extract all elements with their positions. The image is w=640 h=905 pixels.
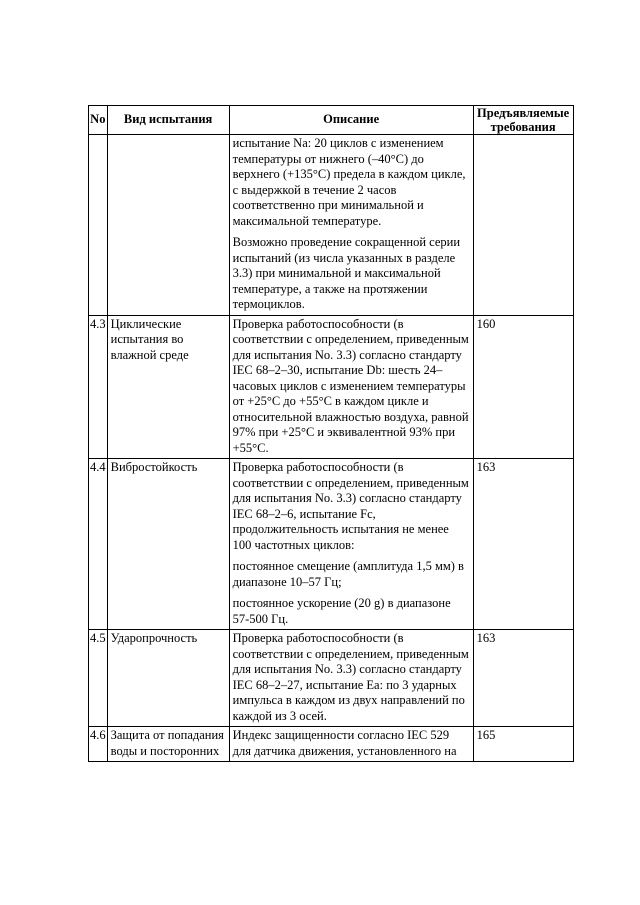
table-row bbox=[89, 315, 574, 459]
cell-description bbox=[229, 630, 473, 727]
cell-test-type: Циклические испытания во влажной среде bbox=[107, 315, 229, 459]
cell-description bbox=[229, 727, 473, 762]
cell-description bbox=[229, 135, 473, 316]
header-requirements-line1: Предъявляемые bbox=[477, 106, 570, 120]
header-test-type: Вид испытания bbox=[107, 106, 229, 135]
cell-requirement: 160 bbox=[473, 315, 573, 459]
table-row bbox=[89, 459, 574, 630]
cell-requirement: 163 bbox=[473, 459, 573, 630]
cell-no bbox=[89, 135, 108, 316]
cell-requirement: 163 bbox=[473, 630, 573, 727]
header-requirements-line2: требования bbox=[490, 120, 556, 134]
table-row bbox=[89, 630, 574, 727]
cell-no: 4.5 bbox=[89, 630, 108, 727]
description-paragraph: Возможно проведение сокращенной серии испытаний (из числа указанных в разделе 3.3) при минимальной и максимальной температуре, а также на протяжении термоциклов. bbox=[232, 235, 461, 311]
cell-requirement bbox=[473, 135, 573, 316]
cell-test-type: Защита от попадания воды и посторонних bbox=[107, 727, 229, 762]
header-no: No bbox=[89, 106, 108, 135]
description-paragraph: Проверка работоспособности (в соответствии с определением, приведенным для испытания No. 3.3) согласно стандарту IEC 68–2–6, испытание Fc, продолжительность испытания не менее 100 частотных циклов: bbox=[232, 460, 469, 552]
cell-no: 4.4 bbox=[89, 459, 108, 630]
description-paragraph: постоянное смещение (амплитуда 1,5 мм) в диапазоне 10–57 Гц; bbox=[232, 559, 464, 589]
cell-requirement: 165 bbox=[473, 727, 573, 762]
table-header-row bbox=[89, 106, 574, 135]
table-row-continued bbox=[89, 135, 574, 316]
header-description: Описание bbox=[229, 106, 473, 135]
cell-description bbox=[229, 315, 473, 459]
cell-no: 4.6 bbox=[89, 727, 108, 762]
requirements-table bbox=[88, 105, 574, 762]
description-paragraph: постоянное ускорение (20 g) в диапазоне 57-500 Гц. bbox=[232, 596, 451, 626]
cell-test-type bbox=[107, 135, 229, 316]
header-requirements bbox=[473, 106, 573, 135]
cell-no: 4.3 bbox=[89, 315, 108, 459]
cell-test-type: Ударопрочность bbox=[107, 630, 229, 727]
description-paragraph: Проверка работоспособности (в соответствии с определением, приведенным для испытания No. 3.3) согласно стандарту IEC 68–2–30, испытание Db: шесть 24–часовых циклов с изменением температуры от +25°С до +55°С в каждом цикле и относительной влажностью воздуха, равной 97% при +25°С и эквивалентной 93% при +55°С. bbox=[232, 316, 469, 455]
cell-description bbox=[229, 459, 473, 630]
cell-test-type: Вибростойкость bbox=[107, 459, 229, 630]
description-paragraph: Проверка работоспособности (в соответствии с определением, приведенным для испытания No. 3.3) согласно стандарту IEC 68–2–27, испытание Ea: по 3 ударных импульса в каждом из двух направлений по каждой из 3 осей. bbox=[232, 631, 469, 723]
description-paragraph: испытание Na: 20 циклов с изменением температуры от нижнего (–40°С) до верхнего (+135°С) предела в каждом цикле, с выдержкой в течение 2 часов соответственно при минимальной и максимальной температуре. bbox=[232, 136, 466, 228]
description-paragraph: Индекс защищенности согласно IEC 529 для датчика движения, установленного на bbox=[232, 728, 457, 758]
table-row bbox=[89, 727, 574, 762]
